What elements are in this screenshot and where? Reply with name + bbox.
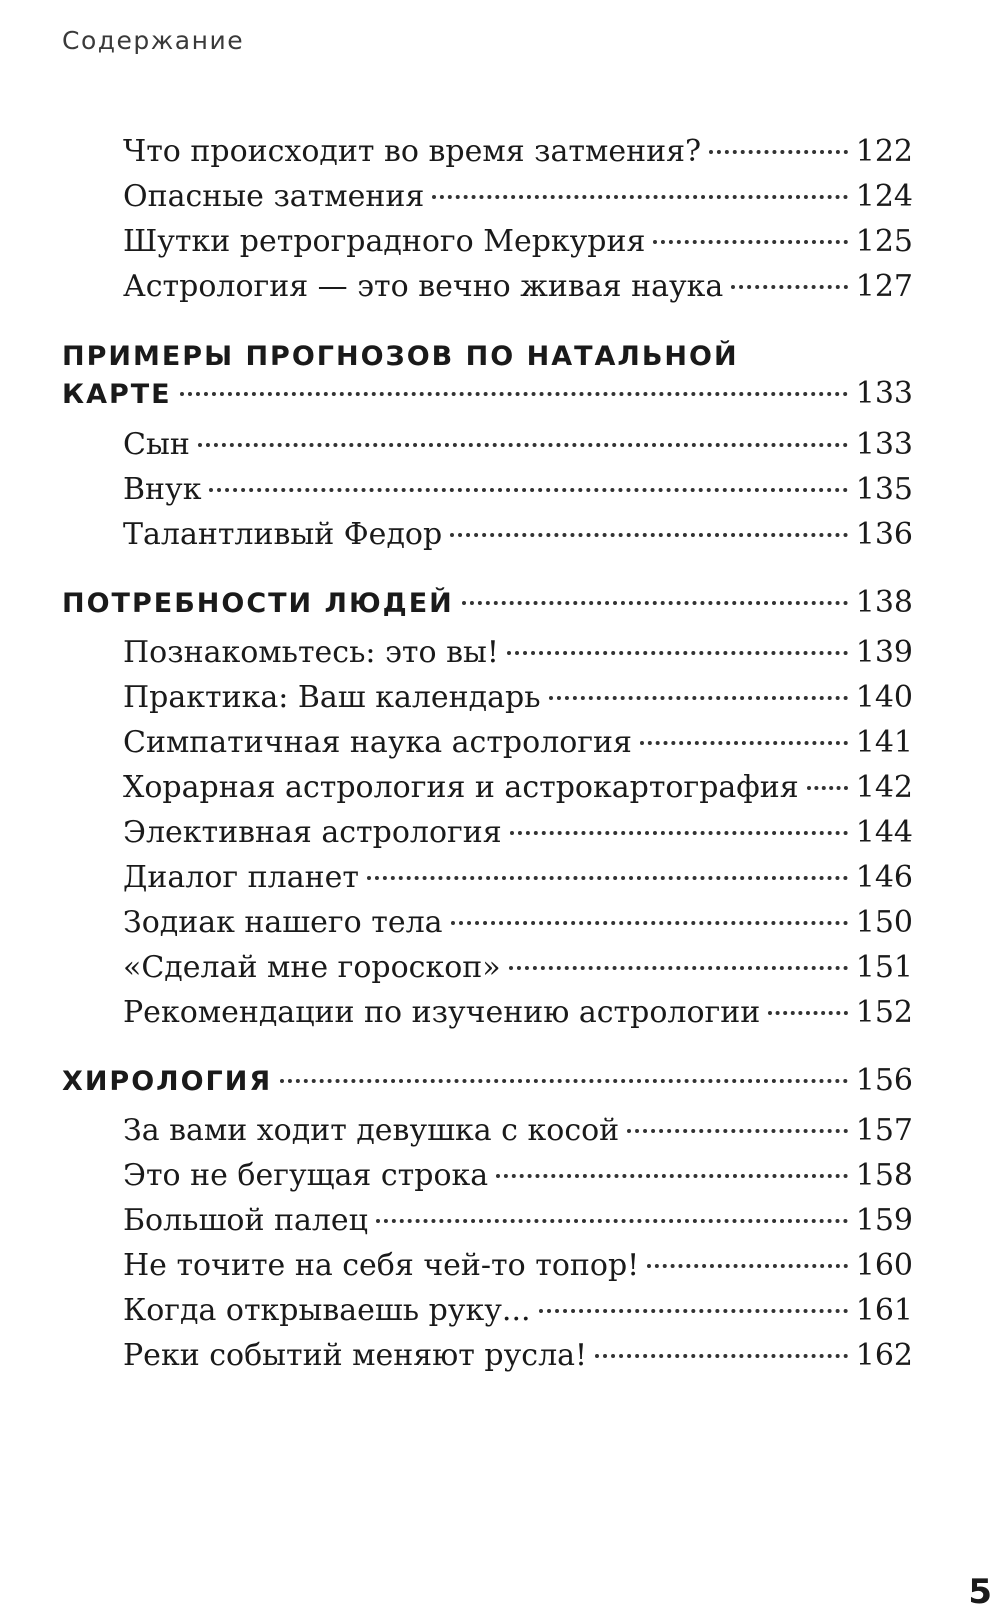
- toc-entry-page: 158: [855, 1158, 913, 1193]
- toc-entry[interactable]: [123, 176, 913, 218]
- toc-entry-page: 139: [855, 635, 913, 670]
- toc-entry-title: Практика: Ваш календарь: [123, 680, 541, 715]
- toc-entry-page: 161: [855, 1293, 913, 1328]
- leader-dots: [507, 651, 848, 655]
- toc-entry[interactable]: [123, 266, 913, 308]
- toc-entry[interactable]: [123, 424, 913, 466]
- section-heading[interactable]: [62, 1060, 913, 1103]
- leader-dots: [549, 696, 848, 700]
- toc-entry-page: 136: [855, 517, 913, 552]
- toc-entry-title: Опасные затмения: [123, 179, 425, 214]
- leader-dots: [432, 195, 847, 199]
- leader-dots: [376, 1219, 848, 1223]
- toc-entry[interactable]: [123, 677, 913, 719]
- toc-entry-title: Большой палец: [123, 1203, 368, 1238]
- section-heading[interactable]: [62, 373, 913, 416]
- toc-entry-page: 146: [855, 860, 913, 895]
- toc-entry[interactable]: [123, 469, 913, 511]
- toc-entry[interactable]: [123, 221, 913, 263]
- toc-entry[interactable]: [123, 1335, 913, 1377]
- toc-entry-title: «Сделай мне гороскоп»: [123, 950, 501, 985]
- leader-dots: [509, 966, 848, 970]
- leader-dots: [731, 285, 847, 289]
- toc-entry-page: 140: [855, 680, 913, 715]
- toc-entry[interactable]: [123, 767, 913, 809]
- toc-entry-title: Талантливый Федор: [123, 517, 443, 552]
- toc-entry-title: За вами ходит девушка с косой: [123, 1113, 620, 1148]
- leader-dots: [209, 488, 847, 492]
- section-heading-page: 133: [855, 376, 913, 411]
- toc-entry-page: 133: [855, 427, 913, 462]
- toc-entry[interactable]: [123, 857, 913, 899]
- toc-entry-page: 144: [855, 815, 913, 850]
- leader-dots: [367, 876, 848, 880]
- toc-entry-title: Хорарная астрология и астрокартография: [123, 770, 799, 805]
- toc-entry-title: Шутки ретроградного Меркурия: [123, 224, 646, 259]
- toc-entry[interactable]: [123, 632, 913, 674]
- toc-entry-title: Зодиак нашего тела: [123, 905, 443, 940]
- toc-entry-title: Рекомендации по изучению астрологии: [123, 995, 761, 1030]
- toc-entry-page: 151: [855, 950, 913, 985]
- toc-entry[interactable]: [123, 1155, 913, 1197]
- leader-dots: [496, 1174, 848, 1178]
- leader-dots: [647, 1264, 848, 1268]
- toc-entry-page: 162: [855, 1338, 913, 1373]
- toc-entry-page: 141: [855, 725, 913, 760]
- toc-entry[interactable]: [123, 947, 913, 989]
- leader-dots: [768, 1011, 848, 1015]
- toc-entry-page: 127: [855, 269, 913, 304]
- toc-entry-page: 157: [855, 1113, 913, 1148]
- running-head: Содержание: [62, 26, 245, 55]
- leader-dots: [627, 1129, 848, 1133]
- toc-entry[interactable]: [123, 1245, 913, 1287]
- leader-dots: [280, 1079, 848, 1083]
- toc-entry[interactable]: [123, 1200, 913, 1242]
- toc-entry-page: 150: [855, 905, 913, 940]
- section-heading-line1[interactable]: ПРИМЕРЫ ПРОГНОЗОВ ПО НАТАЛЬНОЙ: [62, 341, 739, 372]
- toc-entry-page: 135: [855, 472, 913, 507]
- leader-dots: [180, 392, 848, 396]
- toc-entry[interactable]: [123, 1110, 913, 1152]
- toc-entry[interactable]: [123, 722, 913, 764]
- toc-entry-title: Когда открываешь руку...: [123, 1293, 531, 1328]
- page-number: 5: [968, 1572, 992, 1612]
- leader-dots: [539, 1309, 848, 1313]
- section-heading-title: КАРТЕ: [62, 379, 172, 410]
- toc-entry-page: 159: [855, 1203, 913, 1238]
- toc-entry-title: Астрология — это вечно живая наука: [123, 269, 724, 304]
- leader-dots: [462, 601, 848, 605]
- toc-entry[interactable]: [123, 1290, 913, 1332]
- toc-entry-title: Не точите на себя чей-то топор!: [123, 1248, 640, 1283]
- toc-entry[interactable]: [123, 812, 913, 854]
- toc-entry-title: Сын: [123, 427, 190, 462]
- toc-entry[interactable]: [123, 992, 913, 1034]
- leader-dots: [653, 240, 847, 244]
- toc-entry-page: 125: [855, 224, 913, 259]
- toc-entry-title: Диалог планет: [123, 860, 359, 895]
- toc-entry-page: 152: [855, 995, 913, 1030]
- toc-entry-title: Это не бегущая строка: [123, 1158, 489, 1193]
- section-heading-title: ПОТРЕБНОСТИ ЛЮДЕЙ: [62, 588, 454, 619]
- toc-entry-title: Реки событий меняют русла!: [123, 1338, 588, 1373]
- leader-dots: [510, 831, 848, 835]
- toc-entry-title: Симпатичная наука астрология: [123, 725, 632, 760]
- section-heading-page: 138: [855, 585, 913, 620]
- toc-entry[interactable]: [123, 514, 913, 556]
- toc-entry-page: 124: [855, 179, 913, 214]
- leader-dots: [807, 786, 848, 790]
- toc-entry-title: Что происходит во время затмения?: [123, 134, 702, 169]
- leader-dots: [198, 443, 848, 447]
- section-heading-title: ХИРОЛОГИЯ: [62, 1066, 273, 1097]
- section-heading-page: 156: [855, 1063, 913, 1098]
- leader-dots: [709, 150, 848, 154]
- leader-dots: [595, 1354, 848, 1358]
- leader-dots: [640, 741, 848, 745]
- toc-entry-title: Познакомьтесь: это вы!: [123, 635, 499, 670]
- toc-entry-page: 160: [855, 1248, 913, 1283]
- toc-entry[interactable]: [123, 131, 913, 173]
- toc-entry-title: Элективная астрология: [123, 815, 502, 850]
- section-heading[interactable]: [62, 582, 913, 625]
- toc-entry[interactable]: [123, 902, 913, 944]
- toc-entry-page: 122: [855, 134, 913, 169]
- toc-entry-page: 142: [855, 770, 913, 805]
- leader-dots: [451, 921, 848, 925]
- toc-entry-title: Внук: [123, 472, 202, 507]
- leader-dots: [450, 533, 848, 537]
